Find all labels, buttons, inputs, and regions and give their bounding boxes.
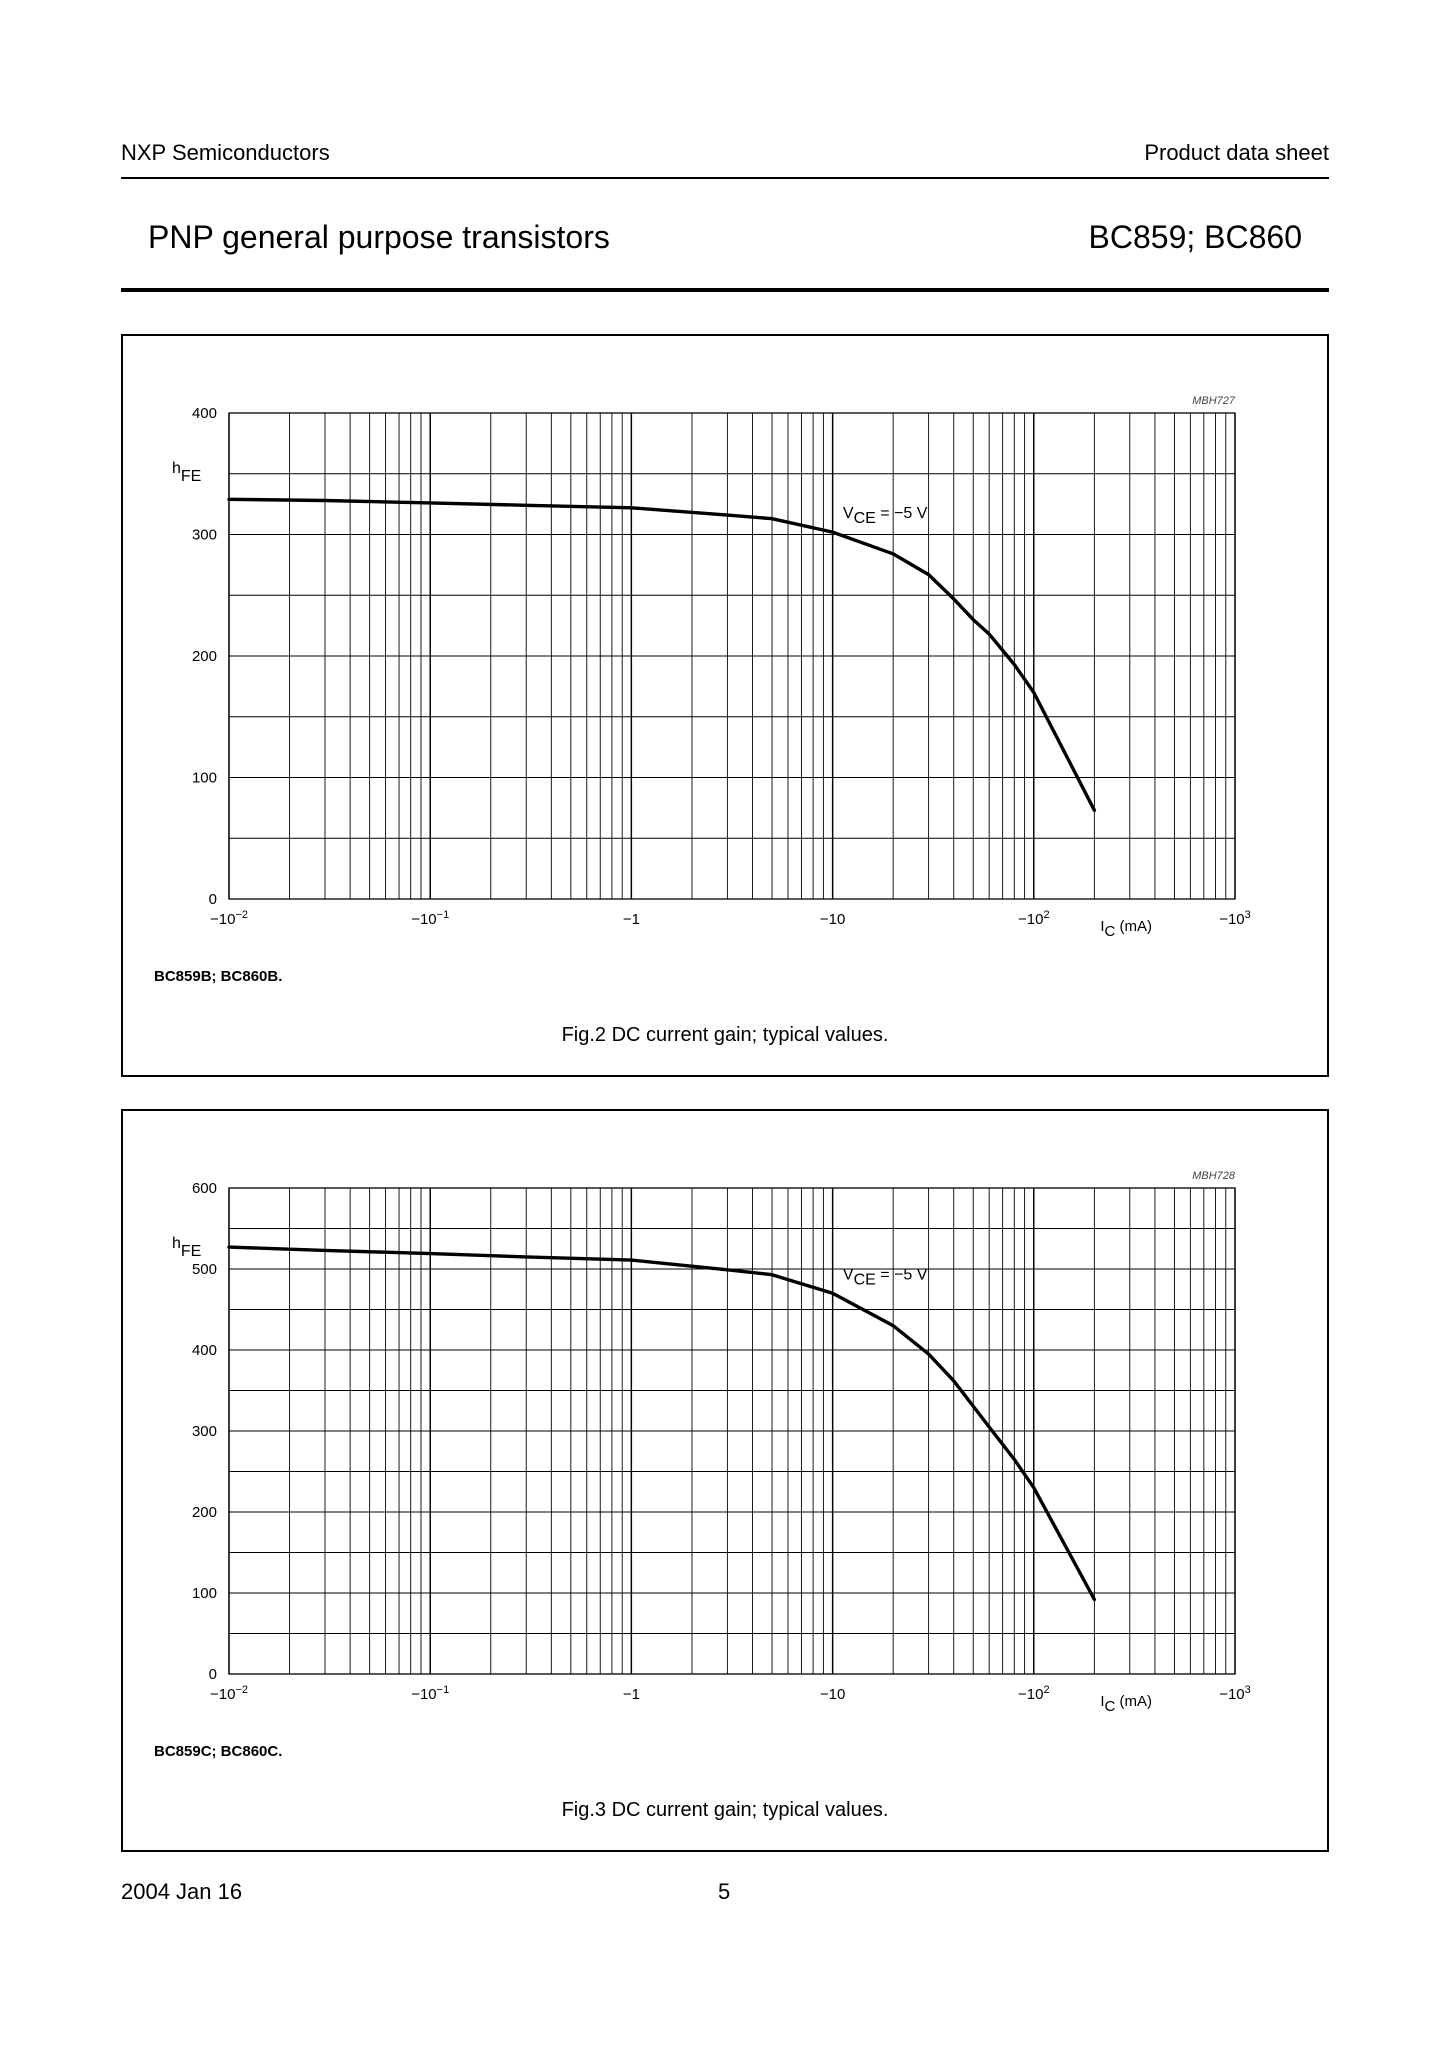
x-tick-base: −1 <box>622 1686 640 1703</box>
series-line <box>229 499 1094 810</box>
y-tick-label: 300 <box>191 526 217 544</box>
series-annotation <box>843 1266 928 1288</box>
x-tick-label <box>820 1686 845 1703</box>
part-numbers: BC859; BC860 <box>1088 219 1302 255</box>
annotation-main: V <box>842 1266 854 1284</box>
y-axis-label-main: h <box>172 1235 181 1252</box>
x-tick-base: −10 <box>1018 911 1044 928</box>
y-axis-label-main: h <box>172 460 181 477</box>
x-axis-label-unit: (mA) <box>1115 1693 1153 1710</box>
annotation-subscript: CE <box>853 510 876 528</box>
y-tick-label: 0 <box>208 1666 217 1683</box>
x-axis-label-subscript: C <box>1104 923 1116 940</box>
x-tick-exponent: −2 <box>235 909 248 921</box>
title-rule <box>121 288 1329 292</box>
x-tick-exponent: −1 <box>436 1684 450 1696</box>
x-tick-exponent: 3 <box>1244 1684 1251 1696</box>
y-axis-label-subscript: FE <box>180 1243 202 1260</box>
y-axis-label <box>172 1235 201 1260</box>
x-tick-label <box>210 1684 248 1703</box>
x-tick-label <box>411 909 449 928</box>
x-tick-label <box>1018 1684 1050 1703</box>
x-tick-exponent: 2 <box>1043 909 1050 921</box>
x-tick-label <box>623 1686 640 1703</box>
y-tick-label: 0 <box>208 891 217 908</box>
variant-label: BC859B; BC860B. <box>154 968 283 985</box>
x-axis-label <box>1100 1693 1152 1715</box>
figure-caption: Fig.2 DC current gain; typical values. <box>561 1024 889 1046</box>
x-axis-label-main: I <box>1100 918 1105 935</box>
x-tick-exponent: 2 <box>1043 1684 1050 1696</box>
x-axis-label-main: I <box>1100 1693 1105 1710</box>
x-tick-label <box>210 909 248 928</box>
header-rule <box>121 177 1329 179</box>
x-tick-base: −10 <box>411 911 437 928</box>
figure-3-box <box>121 1109 1329 1852</box>
x-tick-label <box>623 911 640 928</box>
figure-caption: Fig.3 DC current gain; typical values. <box>561 1799 889 1821</box>
figure-code: MBH728 <box>1192 1170 1235 1182</box>
annotation-subscript: CE <box>853 1271 876 1289</box>
x-tick-label <box>820 911 845 928</box>
x-tick-base: −10 <box>1219 911 1245 928</box>
y-tick-label: 100 <box>191 1585 217 1602</box>
figure-2-box <box>121 334 1329 1077</box>
grid <box>229 413 1235 899</box>
x-axis-label-unit: (mA) <box>1115 918 1153 935</box>
x-tick-label <box>411 1684 449 1703</box>
x-tick-base: −1 <box>622 911 640 928</box>
x-tick-label <box>1018 909 1050 928</box>
x-tick-label <box>1219 909 1251 928</box>
series-line <box>229 1247 1094 1599</box>
y-tick-label: 400 <box>191 405 217 422</box>
annotation-rest: = −5 V <box>875 1266 928 1284</box>
footer-date: 2004 Jan 16 <box>121 1879 243 1904</box>
figure-2-chart <box>123 336 1327 1075</box>
x-tick-base: −10 <box>411 1686 437 1703</box>
company-name: NXP Semiconductors <box>121 140 330 165</box>
annotation-main: V <box>842 505 854 523</box>
x-tick-label <box>1219 1684 1251 1703</box>
y-tick-label: 200 <box>191 1504 217 1521</box>
x-tick-base: −10 <box>819 1686 846 1703</box>
y-tick-label: 600 <box>191 1180 217 1197</box>
grid <box>229 1188 1235 1674</box>
y-axis-label-subscript: FE <box>180 468 202 485</box>
document-type: Product data sheet <box>1144 140 1329 165</box>
y-tick-label: 300 <box>191 1423 217 1440</box>
x-tick-exponent: −2 <box>235 1684 248 1696</box>
x-axis-label <box>1100 918 1152 940</box>
x-tick-base: −10 <box>210 1686 236 1703</box>
variant-label: BC859C; BC860C. <box>154 1743 283 1760</box>
x-tick-base: −10 <box>210 911 236 928</box>
y-tick-label: 200 <box>191 648 217 665</box>
x-tick-base: −10 <box>1219 1686 1245 1703</box>
page-number: 5 <box>718 1879 731 1904</box>
x-tick-base: −10 <box>1018 1686 1044 1703</box>
x-tick-exponent: −1 <box>436 909 450 921</box>
y-axis-label <box>172 460 201 485</box>
x-axis-label-subscript: C <box>1104 1698 1116 1715</box>
annotation-rest: = −5 V <box>875 505 928 523</box>
product-title: PNP general purpose transistors <box>148 219 610 255</box>
y-tick-label: 500 <box>191 1261 217 1278</box>
x-tick-base: −10 <box>819 911 846 928</box>
series-annotation <box>843 505 928 527</box>
y-tick-label: 100 <box>191 769 217 787</box>
x-tick-exponent: 3 <box>1244 909 1251 921</box>
figure-code: MBH727 <box>1192 395 1235 407</box>
figure-3-chart <box>123 1111 1327 1850</box>
y-tick-label: 400 <box>191 1342 217 1359</box>
